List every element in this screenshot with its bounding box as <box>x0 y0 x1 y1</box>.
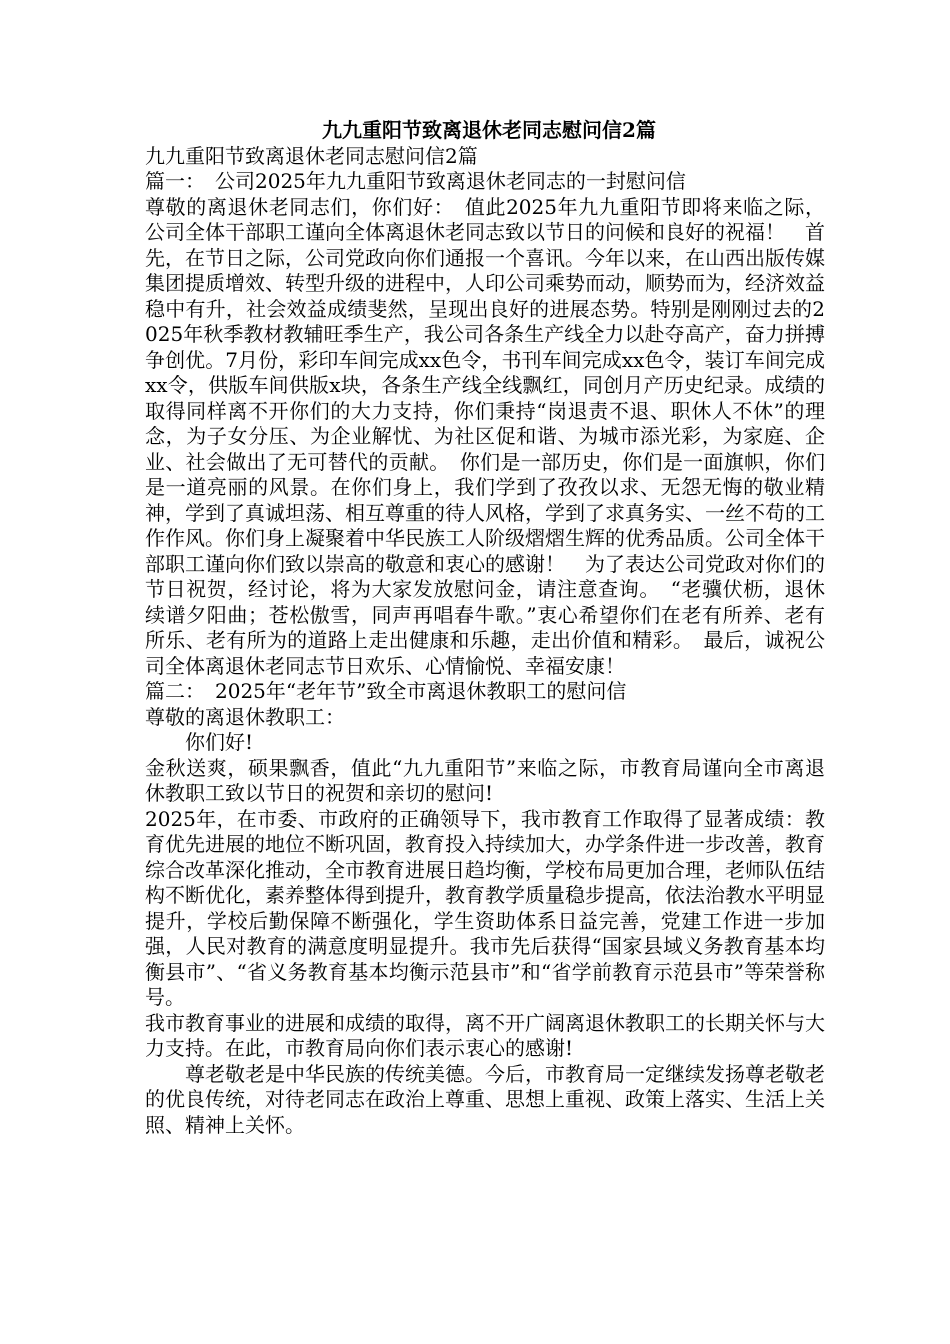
part2-paragraph-2: 2025年，在市委、市政府的正确领导下，我市教育工作取得了显著成绩：教育优先进展的地位不断巩固，教育投入持续加大，办学条件进一步改善，教育综合改革深化推动，全市教育进展日趋均衡，学校布局更加合理，老师队伍结构不断优化，素养整体得到提升，教育教学质量稳步提高，依法治教水平明显提升，学校后勤保障不断强化，学生资助体系日益完善，党建工作进一步加强，人民对教育的满意度明显提升。我市先后获得“国家县域义务教育基本均衡县市”、“省义务教育基本均衡示范县市”和“省学前教育示范县市”等荣誉称号。 <box>145 806 825 1009</box>
part2-heading: 篇二： 2025年“老年节”致全市离退休教职工的慰问信 <box>145 679 627 703</box>
part2-paragraph-1: 金秋送爽，硕果飘香，值此“九九重阳节”来临之际，市教育局谨向全市离退休教职工致以节日的祝贺和亲切的慰问! <box>145 755 825 805</box>
part2-greeting: 你们好! <box>185 730 254 754</box>
part2-salutation: 尊敬的离退休教职工： <box>145 704 345 729</box>
part2-paragraph-4: 尊老敬老是中华民族的传统美德。今后，市教育局一定继续发扬尊老敬老的优良传统，对待老同志在政治上尊重、思想上重视、政策上落实、生活上关照、精神上关怀。 <box>145 1061 825 1137</box>
document-subtitle: 九九重阳节致离退休老同志慰问信2篇 <box>145 143 478 168</box>
part2-paragraph-3: 我市教育事业的进展和成绩的取得，离不开广阔离退休教职工的长期关怀与大力支持。在此，市教育局向你们表示衷心的感谢! <box>145 1010 825 1060</box>
part1-heading: 篇一： 公司2025年九九重阳节致离退休老同志的一封慰问信 <box>145 169 686 193</box>
part1-body: 尊敬的离退休老同志们，你们好： 值此2025年九九重阳节即将来临之际，公司全体干部职工谨向全体离退休老同志致以节日的问候和良好的祝福！ 首先，在节日之际，公司党政向你们通报一个喜讯。今年以来，在山西出版传媒集团提质增效、转型升级的进程中，人印公司乘势而动，顺势而为，经济效益稳中有升，社会效益成绩斐然，呈现出良好的进展态势。特别是刚刚过去的2025年秋季教材教辅旺季生产，我公司各条生产线全力以赴夺高产，奋力拼搏争创优。7月份，彩印车间完成xx色令，书刊车间完成xx色令，装订车间完成xx令，供版车间供版x块，各条生产线全线飘红，同创月产历史纪录。成绩的取得同样离不开你们的大力支持，你们秉持“岗退责不退、职休人不休”的理念，为子女分压、为企业解忧、为社区促和谐、为城市添光彩，为家庭、企业、社会做出了无可替代的贡献。 你们是一部历史，你们是一面旗帜，你们是一道亮丽的风景。在你们身上，我们学到了孜孜以求、无怨无悔的敬业精神，学到了真诚坦荡、相互尊重的待人风格，学到了求真务实、一丝不苟的工作作风。你们身上凝聚着中华民族工人阶级熠熠生辉的优秀品质。公司全体干部职工谨向你们致以崇高的敬意和衷心的感谢！ 为了表达公司党政对你们的节日祝贺，经讨论，将为大家发放慰问金，请注意查询。 “老骥伏枥，退休续谱夕阳曲；苍松傲雪，同声再唱春牛歌。”衷心希望你们在老有所养、老有所乐、老有所为的道路上走出健康和乐趣，走出价值和精彩。 最后，诚祝公司全体离退休老同志节日欢乐、心情愉悦、幸福安康！ <box>145 194 825 678</box>
document-body <box>145 118 825 1138</box>
document-title: 九九重阳节致离退休老同志慰问信2篇 <box>322 118 656 142</box>
